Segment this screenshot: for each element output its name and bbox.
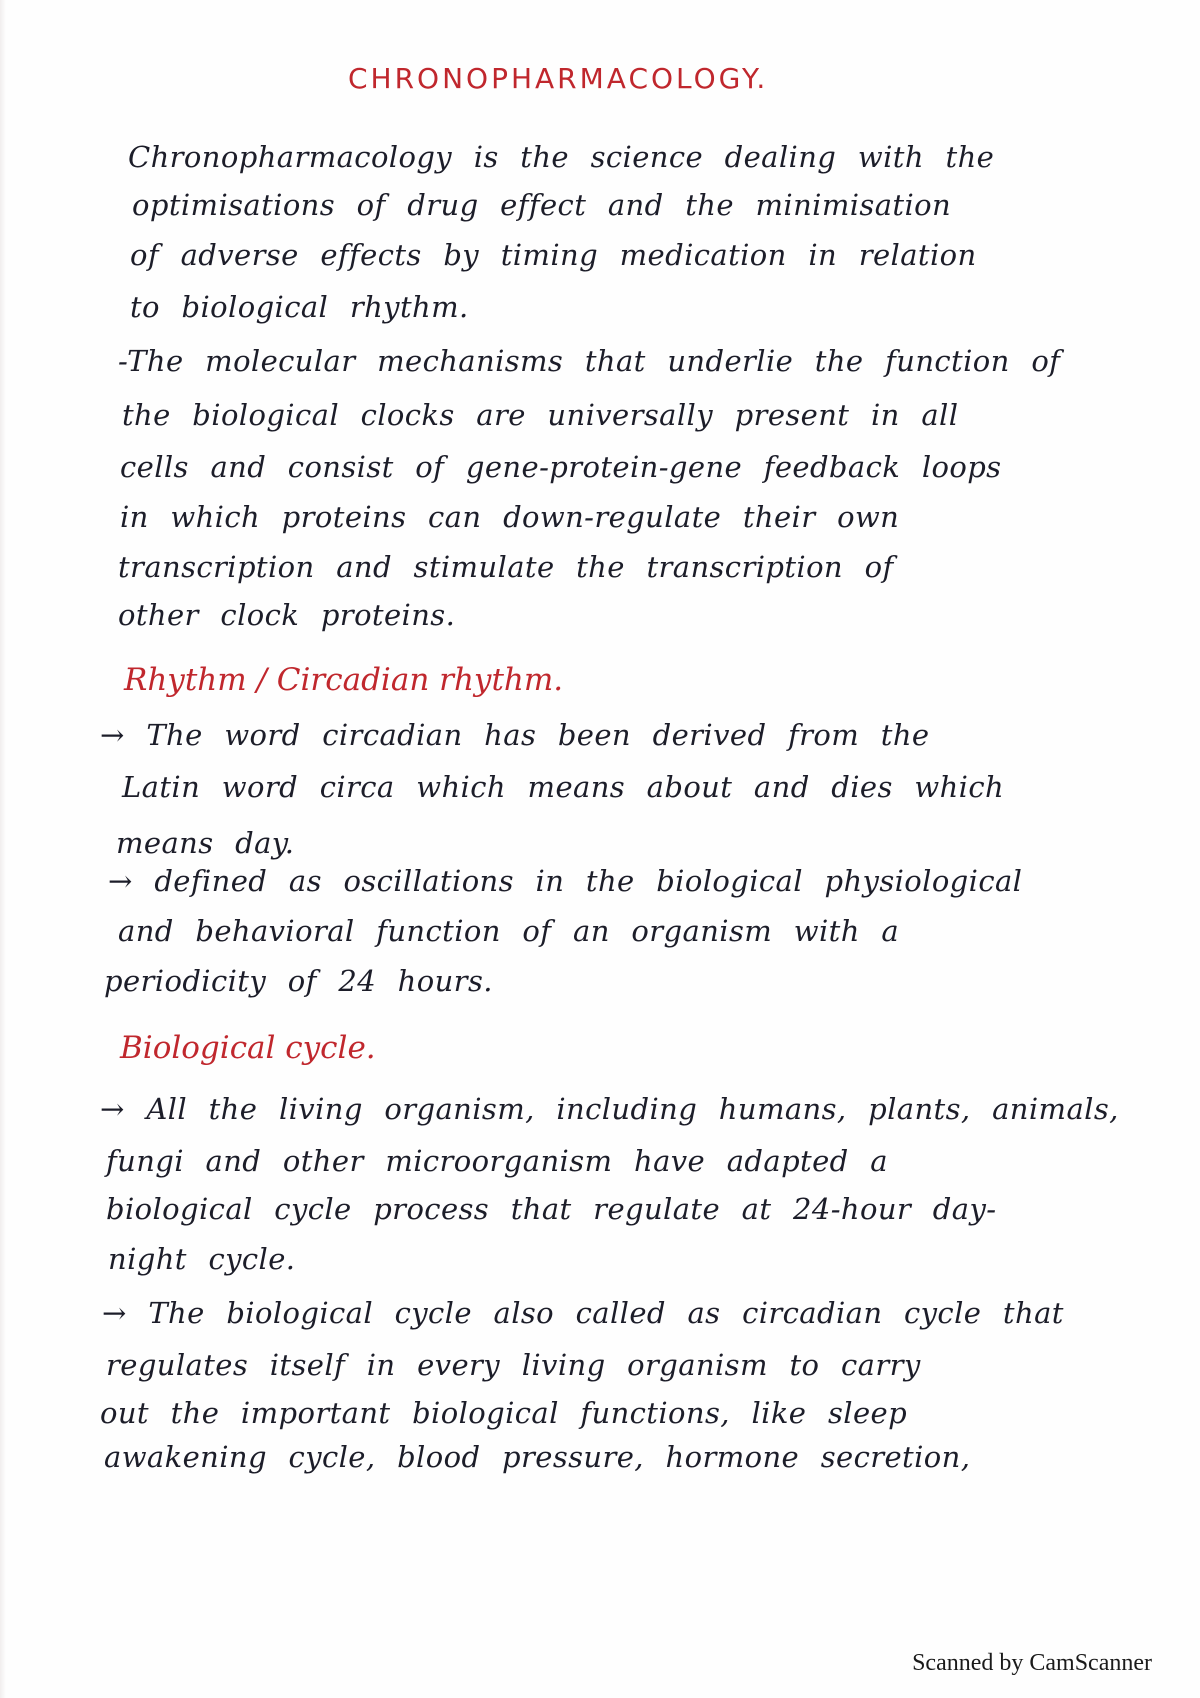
section-line: and behavioral function of an organism with a <box>118 914 900 948</box>
intro-line: Chronopharmacology is the science dealing with the <box>128 140 995 174</box>
section-line: awakening cycle, blood pressure, hormone secretion, <box>104 1440 971 1474</box>
section-line: Latin word circa which means about and dies which <box>122 770 1005 804</box>
intro-line: transcription and stimulate the transcription of <box>118 550 894 584</box>
intro-line: to biological rhythm. <box>130 290 469 324</box>
section-line: → The biological cycle also called as circadian cycle that <box>102 1296 1064 1330</box>
section-line: out the important biological functions, like sleep <box>100 1396 908 1430</box>
page-title: CHRONOPHARMACOLOGY. <box>348 62 769 95</box>
section-line: periodicity of 24 hours. <box>104 964 493 998</box>
section-line: night cycle. <box>108 1242 296 1276</box>
intro-line: in which proteins can down-regulate their own <box>120 500 900 534</box>
section-line: fungi and other microorganism have adapted a <box>106 1144 888 1178</box>
section-line: → defined as oscillations in the biological physiological <box>108 864 1023 898</box>
intro-line: optimisations of drug effect and the minimisation <box>132 188 952 222</box>
intro-line: the biological clocks are universally present in all <box>122 398 959 432</box>
intro-line: -The molecular mechanisms that underlie the function of <box>118 344 1061 378</box>
section-line: → All the living organism, including humans, plants, animals, <box>100 1092 1119 1126</box>
page-edge-shadow <box>0 0 6 1698</box>
intro-line: cells and consist of gene-protein-gene feedback loops <box>120 450 1002 484</box>
section-line: biological cycle process that regulate at 24-hour day- <box>106 1192 997 1226</box>
intro-line: other clock proteins. <box>118 598 456 632</box>
section-line: regulates itself in every living organism to carry <box>106 1348 921 1382</box>
section-line: → The word circadian has been derived from the <box>100 718 930 752</box>
section-line: means day. <box>116 826 295 860</box>
scanner-watermark: Scanned by CamScanner <box>912 1650 1152 1676</box>
section-heading-biological-cycle: Biological cycle. <box>120 1030 376 1066</box>
intro-line: of adverse effects by timing medication in relation <box>130 238 977 272</box>
section-heading-circadian-rhythm: Rhythm / Circadian rhythm. <box>124 662 564 698</box>
